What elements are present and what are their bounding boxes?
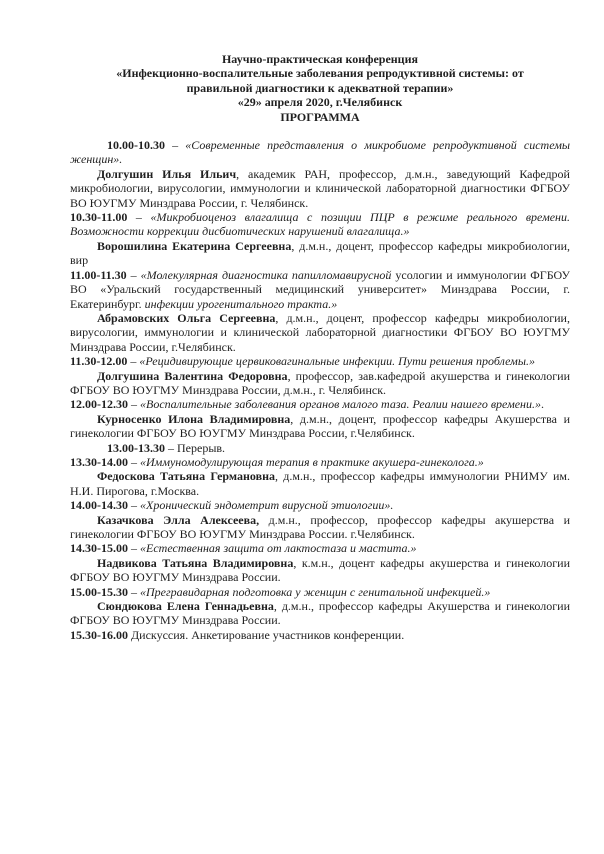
program-paragraph bbox=[70, 441, 570, 455]
program-paragraph bbox=[70, 541, 570, 555]
conference-title-line-1: «Инфекционно-воспалительные заболевания репродуктивной системы: от bbox=[116, 66, 524, 81]
bold-run: 12.00-12.30 bbox=[70, 397, 128, 412]
text-run: , д.м.н., доцент, профессор кафедры микробиологии, вир bbox=[70, 238, 570, 268]
bold-run: Федоскова Татьяна Германовна bbox=[97, 469, 275, 484]
italic-run: «Молекулярная диагностика папилломавирусной bbox=[140, 267, 396, 282]
program-paragraph bbox=[70, 354, 570, 368]
program-paragraph bbox=[70, 311, 570, 354]
italic-run: «Естественная защита от лактостаза и мастита.» bbox=[140, 541, 417, 556]
text-run: д.м.н., профессор, профессор кафедры акушерства и гинекологии ФГБОУ ВО ЮУГМУ Минздрава России. г.Челябинск. bbox=[70, 512, 570, 541]
text-run: – bbox=[128, 541, 140, 556]
text-run: – bbox=[128, 454, 140, 469]
program-paragraph bbox=[70, 513, 570, 542]
bold-run: Курносенко Илона Владимировна bbox=[97, 411, 291, 426]
program-paragraph bbox=[70, 138, 570, 167]
program-list bbox=[70, 138, 570, 642]
bold-run: 11.30-12.00 bbox=[70, 354, 128, 369]
program-paragraph bbox=[70, 268, 570, 311]
text-run: – bbox=[127, 354, 140, 369]
conference-type-line: Научно-практическая конференция bbox=[221, 52, 419, 66]
bold-run: Ворошилина Екатерина Сергеевна bbox=[97, 238, 292, 253]
program-paragraph bbox=[70, 469, 570, 498]
bold-run: 14.30-15.00 bbox=[70, 541, 128, 556]
document-header bbox=[70, 52, 570, 124]
italic-run: «Микробиоценоз влагалища с позиции ПЦР в режиме реального времени. Возможности коррекции дисбиотических нарушений влагалища.» bbox=[70, 210, 571, 239]
bold-run: 11.00-11.30 bbox=[70, 267, 127, 282]
bold-run: Долгушина Валентина Федоровна bbox=[97, 368, 288, 383]
text-run: , д.м.н., доцент, профессор кафедры Акушерства и гинекологии ФГБОУ ВО ЮУГМУ Минздрава России, г.Челябинск. bbox=[70, 411, 570, 441]
program-paragraph bbox=[70, 210, 570, 239]
text-run: – bbox=[127, 210, 151, 225]
bold-run: 14.00-14.30 bbox=[70, 498, 128, 513]
italic-run: «Прегравидарная подготовка у женщин с генитальной инфекцией.» bbox=[140, 584, 491, 599]
program-paragraph bbox=[70, 455, 570, 469]
italic-run: «Рецидивирующие цервиковагинальные инфекции. Пути решения проблемы.» bbox=[139, 354, 535, 369]
text-run: . bbox=[541, 397, 545, 412]
program-paragraph bbox=[70, 239, 570, 268]
bold-run: Долгушин Илья Ильич bbox=[97, 166, 237, 181]
program-paragraph bbox=[70, 369, 570, 398]
text-run: , д.м.н., профессор кафедры иммунологии РНИМУ им. Н.И. Пирогова, г.Москва. bbox=[70, 469, 570, 498]
bold-run: 15.30-16.00 bbox=[70, 627, 128, 642]
conference-title-line-2: правильной диагностики к адекватной терапии» bbox=[186, 80, 454, 95]
bold-run: 13.00-13.30 bbox=[107, 440, 165, 455]
text-run: , профессор, зав.кафедрой акушерства и гинекологии ФГБОУ ВО ЮУГМУ Минздрава России, д.м.н., г. Челябинск. bbox=[70, 368, 570, 397]
text-run: , к.м.н., доцент кафедры акушерства и гинекологии ФГБОУ ВО ЮУГМУ Минздрава России. bbox=[70, 555, 570, 585]
program-paragraph bbox=[70, 628, 570, 642]
text-run: , д.м.н., профессор кафедры Акушерства и гинекологии ФГБОУ ВО ЮУГМУ Минздрава России. bbox=[70, 599, 570, 628]
program-paragraph bbox=[70, 498, 570, 512]
text-run: усологии и иммунологии ФГБОУ ВО «Уральский государственный медицинский университет» Минздрава России, г. Екатеринбург. bbox=[70, 267, 571, 311]
program-paragraph bbox=[70, 397, 570, 411]
text-run: – bbox=[128, 584, 140, 599]
text-run: – bbox=[165, 138, 186, 153]
bold-run: Надвикова Татьяна Владимировна bbox=[97, 555, 294, 570]
text-run: , д.м.н., доцент, профессор кафедры микробиологии, вирусологии, иммунологии и клинической лабораторной диагностики ФГБОУ ВО ЮУГМУ Минздрава России, г.Челябинск. bbox=[70, 310, 570, 354]
italic-run: «Хронический эндометрит вирусной этиологии». bbox=[140, 498, 394, 513]
bold-run: 10.00-10.30 bbox=[107, 138, 165, 153]
program-paragraph bbox=[70, 412, 570, 441]
program-paragraph bbox=[70, 167, 570, 210]
text-run: – bbox=[128, 498, 140, 513]
program-paragraph bbox=[70, 599, 570, 628]
bold-run: 13.30-14.00 bbox=[70, 454, 128, 469]
text-run: – bbox=[126, 267, 141, 282]
program-heading: ПРОГРАММА bbox=[280, 109, 360, 124]
italic-run: инфекции урогенитального тракта.» bbox=[144, 296, 338, 311]
program-paragraph bbox=[70, 585, 570, 599]
bold-run: Абрамовских Ольга Сергеевна bbox=[97, 310, 276, 325]
text-run: – bbox=[128, 397, 140, 412]
italic-run: «Воспалительные заболевания органов малого таза. Реалии нашего времени.» bbox=[140, 397, 542, 412]
program-paragraph bbox=[70, 556, 570, 585]
conference-date-line: «29» апреля 2020, г.Челябинск bbox=[237, 95, 403, 110]
text-run: Дискуссия. Анкетирование участников конференции. bbox=[128, 627, 405, 642]
text-run: – Перерыв. bbox=[165, 440, 226, 455]
text-run: , академик РАН, профессор, д.м.н., заведующий Кафедрой микробиологии, вирусологии, иммунологии и клинической лабораторной диагностики ФГБОУ ВО ЮУГМУ Минздрава России, г. Челябинск. bbox=[70, 166, 570, 210]
bold-run: 15.00-15.30 bbox=[70, 584, 128, 599]
bold-run: Казачкова Элла Алексеева, bbox=[97, 512, 260, 527]
italic-run: «Современные представления о микробиоме репродуктивной системы женщин». bbox=[70, 138, 571, 167]
bold-run: 10.30-11.00 bbox=[70, 210, 128, 225]
bold-run: Сюндюкова Елена Геннадьевна bbox=[97, 599, 274, 614]
italic-run: «Иммуномодулирующая терапия в практике акушера-гинеколога.» bbox=[140, 454, 484, 469]
